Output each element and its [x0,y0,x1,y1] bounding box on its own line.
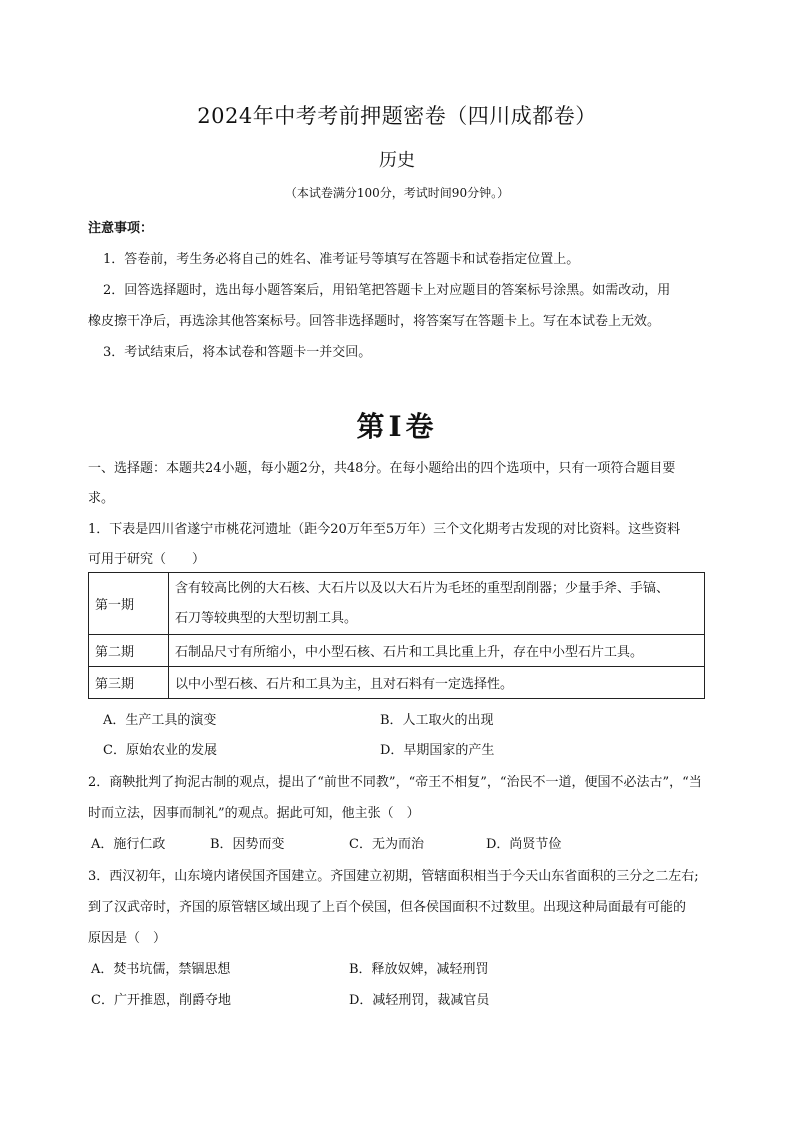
q3-option-c: C．广开推恩，削爵夺地 [91,993,231,1008]
q2-option-d: D．尚贤节俭 [486,837,562,852]
table-row [89,635,705,667]
subject-heading: 历史 [379,150,415,171]
q1-option-d: D．早期国家的产生 [380,743,495,758]
q3-option-b: B．释放奴婢，减轻刑罚 [349,962,489,977]
table-row [89,573,705,635]
table-row [89,667,705,699]
question-3-stem-cont2: 原因是（ ） [88,931,167,946]
q1-option-a: A．生产工具的演变 [103,713,217,728]
section-instructions-cont: 求。 [88,491,115,506]
q3-option-a: A．焚书坑儒，禁锢思想 [91,962,231,977]
table-desc-line: 含有较高比例的大石核、大石片以及以大石片为毛坯的重型刮削器；少量手斧、手镐、 [175,580,670,596]
exam-meta: （本试卷满分100分，考试时间90分钟。） [284,186,510,200]
q2-option-c: C．无为而治 [349,837,424,852]
table-desc-cell: 石制品尺寸有所缩小，中小型石核、石片和工具比重上升，存在中小型石片工具。 [169,635,705,667]
notice-item-3: 3．考试结束后，将本试卷和答题卡一并交回。 [103,345,372,360]
table-desc-cell [169,573,705,635]
section-instructions: 一、选择题：本题共24小题，每小题2分，共48分。在每小题给出的四个选项中，只有一项符合题目要 [88,461,676,476]
table-period-cell: 第一期 [89,573,169,635]
table-period-cell: 第三期 [89,667,169,699]
question-3-stem-cont: 到了汉武帝时，齐国的原管辖区域出现了上百个侯国，但各侯国面积不过数里。出现这种局面最有可能的 [88,900,687,915]
exam-title: 2024年中考考前押题密卷（四川成都卷） [197,104,597,128]
question-2-stem-cont: 时而立法，因事而制礼”的观点。据此可知，他主张（ ） [88,806,420,821]
notice-item-2-cont: 橡皮擦干净后，再选涂其他答案标号。回答非选择题时，将答案写在答题卡上。写在本试卷上无效。 [88,314,661,329]
table-desc-cell: 以中小型石核、石片和工具为主，且对石料有一定选择性。 [169,667,705,699]
table-desc-line: 石刀等较典型的大型切割工具。 [175,610,358,626]
q3-option-d: D．减轻刑罚，裁减官员 [349,993,490,1008]
q2-option-a: A．施行仁政 [91,837,166,852]
notice-heading: 注意事项： [88,221,154,236]
question-1-stem-cont: 可用于研究（ ） [88,552,206,567]
question-1-table [88,572,705,699]
q2-option-b: B．因势而变 [210,837,285,852]
notice-item-2: 2．回答选择题时，选出每小题答案后，用铅笔把答题卡上对应题目的答案标号涂黑。如需改动，用 [103,283,671,298]
volume-heading: 第Ⅰ卷 [356,410,438,443]
question-1-stem: 1．下表是四川省遂宁市桃花河遗址（距今20万年至5万年）三个文化期考古发现的对比资料。这些资料 [88,522,681,537]
table-period-cell: 第二期 [89,635,169,667]
notice-item-1: 1．答卷前，考生务必将自己的姓名、准考证号等填写在答题卡和试卷指定位置上。 [103,252,580,267]
question-2-stem: 2．商鞅批判了拘泥古制的观点，提出了“前世不同教”，“帝王不相复”，“治民不一道，便国不必法古”，“当 [88,775,702,790]
q1-option-b: B．人工取火的出现 [380,713,494,728]
q1-option-c: C．原始农业的发展 [103,743,217,758]
question-3-stem: 3．西汉初年，山东境内诸侯国齐国建立。齐国建立初期，管辖面积相当于今天山东省面积的三分之二左右; [88,869,699,884]
